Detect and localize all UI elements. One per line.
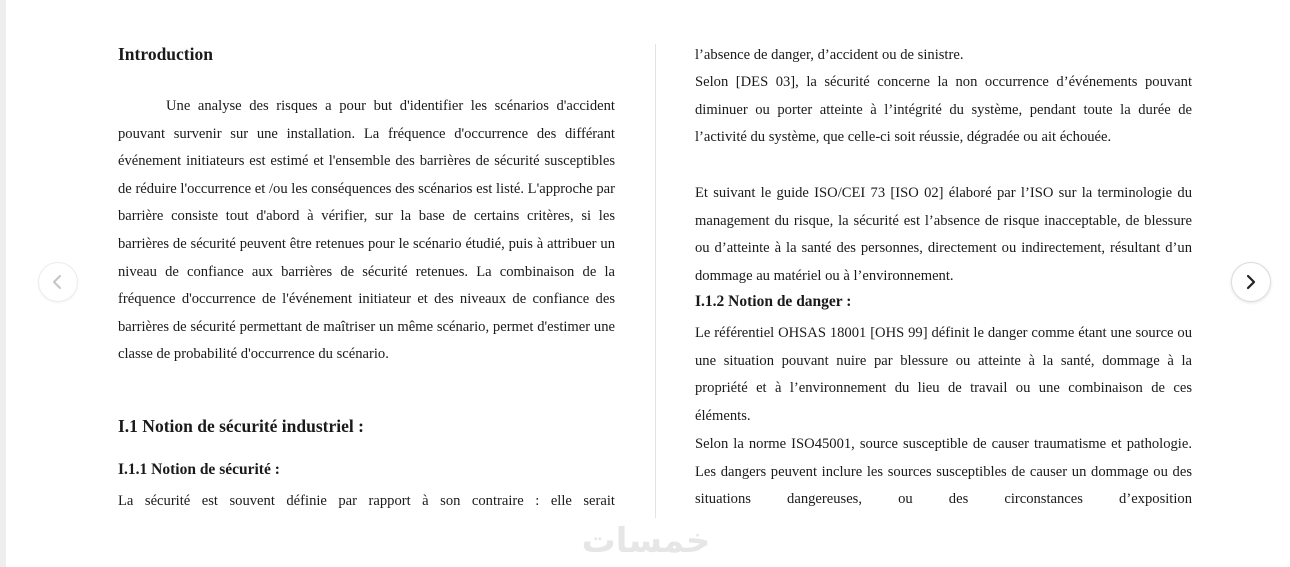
subsection-paragraph: La sécurité est souvent définie par rapport à son contraire : elle serait: [118, 493, 615, 509]
paragraph-iso: Et suivant le guide ISO/CEI 73 [ISO 02] élaboré par l’ISO sur la terminologie du management du risque, la sécurité est l’absence de risque inacceptable, de blessure ou d’atteinte à la santé des personnes, directement ou indirectement, résultant d’un dommage au matériel ou à l’environnement.: [695, 185, 1192, 284]
watermark-logo: خمسات: [581, 521, 711, 561]
danger-heading: I.1.2 Notion de danger :: [695, 293, 852, 310]
subsection-heading: I.1.1 Notion de sécurité :: [118, 461, 280, 478]
chevron-left-icon: [51, 274, 65, 290]
paragraph-des: Selon [DES 03], la sécurité concerne la non occurrence d’événements pouvant diminuer ou porter atteinte à l’intégrité du système, pendant toute la durée de l’activité du système, que celle-ci soit réussie, dégradée ou ait échouée.: [695, 74, 1192, 146]
paragraph-iso45001: Selon la norme ISO45001, source susceptible de causer traumatisme et pathologie. Les dangers peuvent inclure les sources susceptibles de causer un dommage ou des situations dangereuses, ou des circonstances d’exposition: [695, 436, 1192, 508]
next-page-button[interactable]: [1231, 262, 1271, 302]
chevron-right-icon: [1244, 274, 1258, 290]
paragraph-ohsas: Le référentiel OHSAS 18001 [OHS 99] définit le danger comme étant une source ou une situation pouvant nuire par blessure ou atteinte à la santé, dommage à la propriété et à l’environnement du lieu de travail ou une combinaison de ces éléments.: [695, 325, 1192, 424]
page-divider: [655, 44, 656, 518]
intro-heading: Introduction: [118, 44, 213, 64]
viewer-left-edge: [0, 0, 6, 567]
continuation-text: l’absence de danger, d’accident ou de sinistre.: [695, 47, 964, 63]
intro-paragraph: Une analyse des risques a pour but d'identifier les scénarios d'accident pouvant survenir sur une installation. La fréquence d'occurrence des différant événement initiateurs est estimé et l'ensemble des barrières de sécurité susceptibles de réduire l'occurrence et /ou les conséquences des scénarios est listé. L'approche par barrière consiste tout d'abord à vérifier, sur la base de certains critères, si les barrières de sécurité peuvent être retenues pour le scénario étudié, puis à attribuer un niveau de confiance aux barrières de sécurité retenues. La combinaison de la fréquence d'occurrence de l'événement initiateur et des niveaux de confiance des barrières de sécurité permettant de maîtriser un même scénario, permet d'estimer une classe de probabilité d'occurrence du scénario.: [118, 98, 615, 363]
previous-page-button[interactable]: [38, 262, 78, 302]
section-heading: I.1 Notion de sécurité industriel :: [118, 416, 364, 436]
